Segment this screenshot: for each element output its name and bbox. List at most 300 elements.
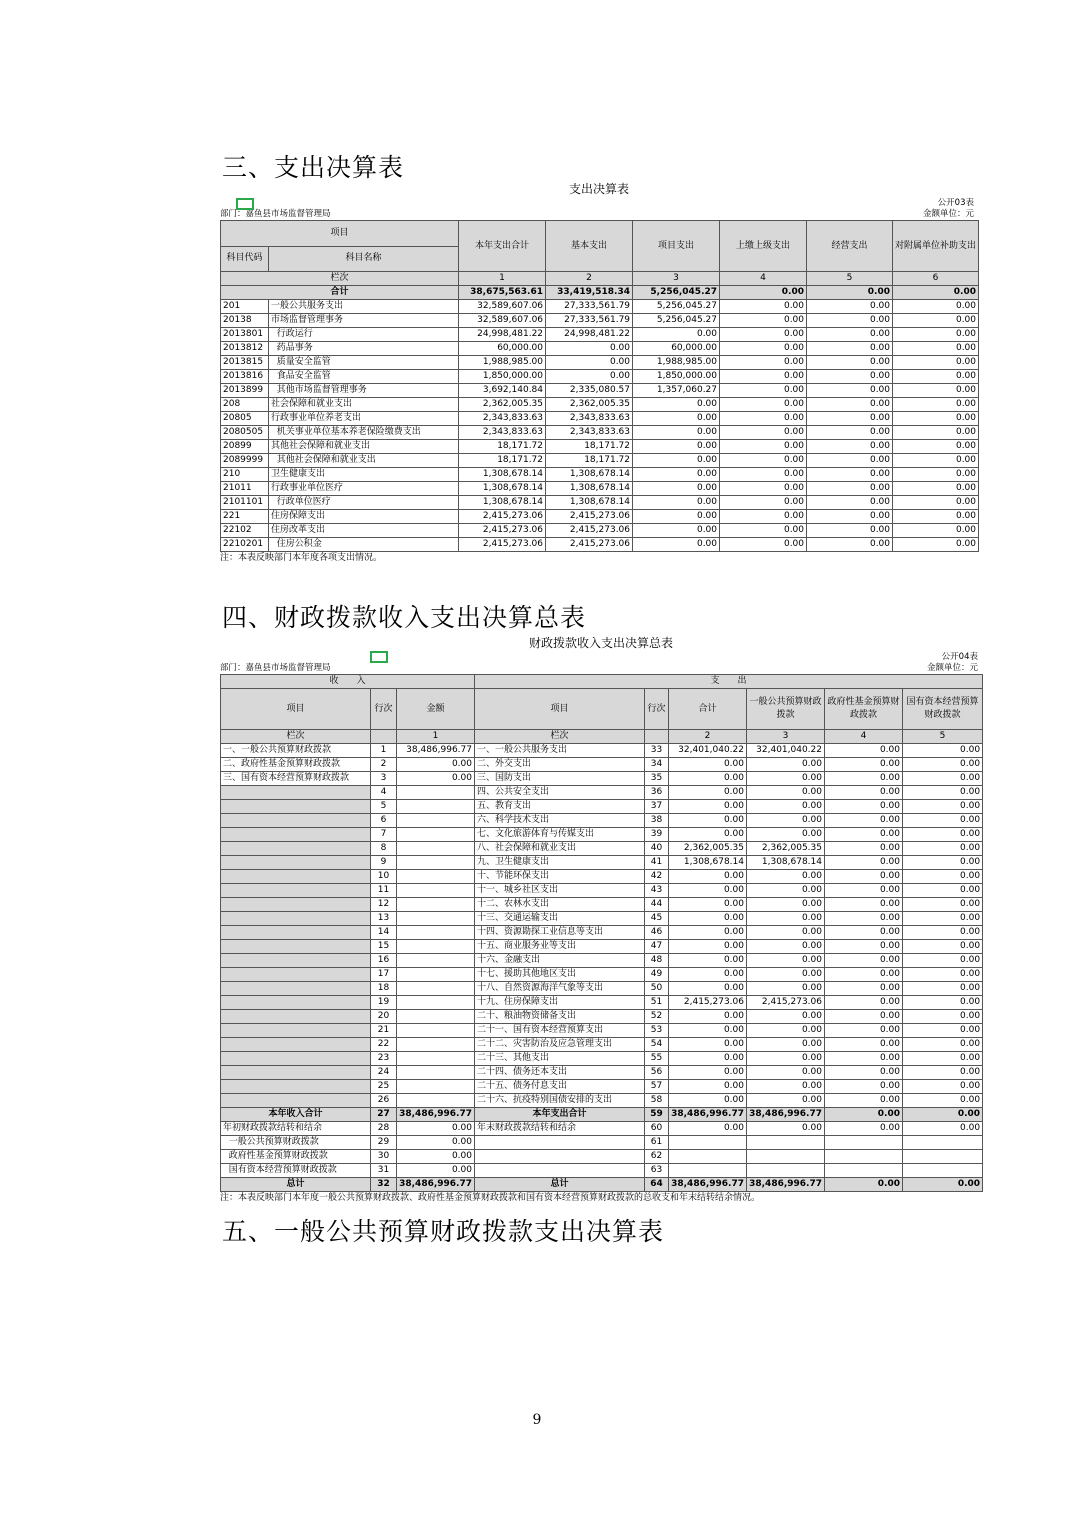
table-row — [221, 912, 983, 926]
expense-amount: 0.00 — [825, 1066, 903, 1080]
header-h_amount: 金额 — [397, 689, 475, 730]
sheet-meta — [220, 198, 978, 209]
amount-cell: 0.00 — [633, 538, 720, 552]
amount-cell: 0.00 — [720, 356, 807, 370]
amount-cell: 0.00 — [720, 538, 807, 552]
subject-code: 208 — [221, 398, 269, 412]
income-amount: 0.00 — [397, 758, 475, 772]
amount-cell: 0.00 — [893, 342, 979, 356]
subject-name: 住房改革支出 — [269, 524, 459, 538]
expense-amount — [669, 1164, 747, 1178]
expense-amount: 0.00 — [747, 1024, 825, 1038]
table-row — [221, 1052, 983, 1066]
expense-amount: 0.00 — [669, 968, 747, 982]
line-number: 13 — [371, 912, 397, 926]
amount-cell: 0.00 — [807, 384, 893, 398]
subject-code: 20805 — [221, 412, 269, 426]
income-amount — [397, 1094, 475, 1108]
amount-cell: 0.00 — [807, 426, 893, 440]
expense-item: 二十五、债务付息支出 — [475, 1080, 645, 1094]
expense-amount: 0.00 — [747, 758, 825, 772]
header-col: 本年支出合计 — [459, 221, 546, 272]
header-h_line: 行次 — [645, 689, 669, 730]
expense-amount: 0.00 — [903, 996, 983, 1010]
amount-cell: 0.00 — [893, 440, 979, 454]
subject-code: 2013816 — [221, 370, 269, 384]
income-amount: 38,486,996.77 — [397, 1178, 475, 1192]
section-heading-3: 三、支出决算表 — [222, 153, 405, 182]
expense-amount: 0.00 — [747, 828, 825, 842]
income-item — [221, 1038, 371, 1052]
total-value: 0.00 — [807, 286, 893, 300]
table-row — [221, 870, 983, 884]
column-index-label: 栏次 — [221, 730, 371, 744]
amount-cell: 2,415,273.06 — [546, 538, 633, 552]
income-amount — [397, 814, 475, 828]
expense-item — [475, 1150, 645, 1164]
expense-item: 十四、资源勘探工业信息等支出 — [475, 926, 645, 940]
income-item — [221, 786, 371, 800]
expense-item: 九、卫生健康支出 — [475, 856, 645, 870]
column-index: 3 — [633, 272, 720, 286]
amount-cell: 0.00 — [807, 412, 893, 426]
expense-amount: 0.00 — [747, 1066, 825, 1080]
table-row — [221, 342, 979, 356]
total-value: 33,419,518.34 — [546, 286, 633, 300]
column-index: 2 — [546, 272, 633, 286]
expense-amount — [747, 1164, 825, 1178]
expense-item — [475, 1136, 645, 1150]
amount-cell: 0.00 — [633, 524, 720, 538]
table-row — [221, 538, 979, 552]
amount-cell: 0.00 — [633, 454, 720, 468]
line-number: 64 — [645, 1178, 669, 1192]
table-row — [221, 828, 983, 842]
amount-cell: 27,333,561.79 — [546, 300, 633, 314]
line-number: 53 — [645, 1024, 669, 1038]
section-heading-5: 五、一般公共预算财政拨款支出决算表 — [222, 1217, 665, 1246]
line-number: 45 — [645, 912, 669, 926]
line-number: 21 — [371, 1024, 397, 1038]
column-index: 4 — [720, 272, 807, 286]
expense-amount: 32,401,040.22 — [669, 744, 747, 758]
unit-label-2: 金额单位：元 — [926, 663, 978, 673]
amount-cell: 0.00 — [720, 482, 807, 496]
amount-cell: 0.00 — [893, 384, 979, 398]
amount-cell: 0.00 — [807, 482, 893, 496]
amount-cell: 0.00 — [720, 440, 807, 454]
amount-cell: 0.00 — [633, 328, 720, 342]
expense-amount: 0.00 — [747, 898, 825, 912]
amount-cell: 0.00 — [720, 412, 807, 426]
expense-amount — [825, 1150, 903, 1164]
expense-item: 本年支出合计 — [475, 1108, 645, 1122]
expense-amount — [747, 1150, 825, 1164]
header-col: 经营支出 — [807, 221, 893, 272]
expense-amount — [903, 1164, 983, 1178]
table-row — [221, 454, 979, 468]
expense-amount: 0.00 — [747, 1094, 825, 1108]
subject-name: 行政运行 — [269, 328, 459, 342]
expense-amount: 0.00 — [903, 968, 983, 982]
amount-cell: 0.00 — [807, 300, 893, 314]
department-label-2: 部门：嘉鱼县市场监督管理局 — [220, 663, 331, 673]
line-number: 34 — [645, 758, 669, 772]
expense-amount: 0.00 — [903, 1178, 983, 1192]
header-h_gen: 一般公共预算财政拨款 — [747, 689, 825, 730]
amount-cell: 0.00 — [720, 454, 807, 468]
expense-amount: 0.00 — [747, 912, 825, 926]
total-value: 5,256,045.27 — [633, 286, 720, 300]
expense-amount: 0.00 — [825, 800, 903, 814]
amount-cell: 32,589,607.06 — [459, 314, 546, 328]
line-number: 8 — [371, 842, 397, 856]
expense-amount: 0.00 — [825, 954, 903, 968]
expense-amount: 0.00 — [747, 786, 825, 800]
amount-cell: 2,343,833.63 — [546, 426, 633, 440]
amount-cell: 1,308,678.14 — [546, 482, 633, 496]
table-row — [221, 1066, 983, 1080]
expense-amount: 0.00 — [669, 884, 747, 898]
expense-amount — [669, 1136, 747, 1150]
sheet-title-2: 财政拨款收入支出决算总表 — [528, 636, 673, 650]
amount-cell: 0.00 — [807, 328, 893, 342]
amount-cell: 5,256,045.27 — [633, 300, 720, 314]
line-number: 28 — [371, 1122, 397, 1136]
line-number: 6 — [371, 814, 397, 828]
amount-cell: 0.00 — [720, 426, 807, 440]
table-row — [221, 468, 979, 482]
amount-cell: 2,335,080.57 — [546, 384, 633, 398]
subject-name: 食品安全监管 — [269, 370, 459, 384]
subject-name: 其他市场监督管理事务 — [269, 384, 459, 398]
table-row — [221, 884, 983, 898]
income-item — [221, 842, 371, 856]
expense-amount: 0.00 — [825, 1038, 903, 1052]
expense-amount: 0.00 — [825, 1080, 903, 1094]
expense-amount: 0.00 — [825, 968, 903, 982]
table-row — [221, 482, 979, 496]
amount-cell: 18,171.72 — [459, 440, 546, 454]
expense-amount: 0.00 — [747, 814, 825, 828]
expense-amount — [903, 1150, 983, 1164]
form-number-2: 公开04表 — [941, 652, 978, 662]
line-number: 37 — [645, 800, 669, 814]
amount-cell: 0.00 — [807, 524, 893, 538]
income-item — [221, 898, 371, 912]
table-row — [221, 398, 979, 412]
line-number: 10 — [371, 870, 397, 884]
subject-code: 20899 — [221, 440, 269, 454]
income-amount — [397, 870, 475, 884]
table-row — [221, 384, 979, 398]
expense-amount: 0.00 — [669, 870, 747, 884]
expense-amount: 0.00 — [825, 1122, 903, 1136]
table-row — [221, 524, 979, 538]
income-item — [221, 982, 371, 996]
amount-cell: 0.00 — [720, 510, 807, 524]
expense-amount: 0.00 — [903, 940, 983, 954]
expense-amount: 1,308,678.14 — [747, 856, 825, 870]
table-row — [221, 1136, 983, 1150]
subject-code: 210 — [221, 468, 269, 482]
income-item — [221, 828, 371, 842]
expense-amount: 0.00 — [747, 1080, 825, 1094]
expense-amount: 38,486,996.77 — [747, 1178, 825, 1192]
income-amount — [397, 1038, 475, 1052]
income-item: 年初财政拨款结转和结余 — [221, 1122, 371, 1136]
expense-amount: 1,308,678.14 — [669, 856, 747, 870]
amount-cell: 0.00 — [807, 356, 893, 370]
line-number: 55 — [645, 1052, 669, 1066]
expense-amount: 0.00 — [903, 1052, 983, 1066]
expense-amount: 0.00 — [747, 1052, 825, 1066]
amount-cell: 0.00 — [720, 328, 807, 342]
expense-amount: 0.00 — [669, 758, 747, 772]
expense-amount: 0.00 — [747, 772, 825, 786]
income-item — [221, 968, 371, 982]
amount-cell: 0.00 — [893, 524, 979, 538]
expense-amount — [903, 1136, 983, 1150]
unit-label: 金额单位：元 — [922, 209, 974, 219]
expense-amount: 0.00 — [903, 870, 983, 884]
amount-cell: 0.00 — [633, 510, 720, 524]
expense-amount: 0.00 — [903, 772, 983, 786]
blank-cell — [645, 730, 669, 744]
column-index: 1 — [397, 730, 475, 744]
expense-item: 十九、住房保障支出 — [475, 996, 645, 1010]
amount-cell: 0.00 — [893, 538, 979, 552]
income-item: 三、国有资本经营预算财政拨款 — [221, 772, 371, 786]
expense-item: 一、一般公共服务支出 — [475, 744, 645, 758]
amount-cell: 0.00 — [633, 398, 720, 412]
table-row — [221, 356, 979, 370]
expense-amount: 2,362,005.35 — [747, 842, 825, 856]
line-number: 23 — [371, 1052, 397, 1066]
table-row — [221, 744, 983, 758]
line-number: 2 — [371, 758, 397, 772]
expense-amount: 0.00 — [903, 926, 983, 940]
line-number: 47 — [645, 940, 669, 954]
expense-amount: 0.00 — [903, 898, 983, 912]
income-item — [221, 1010, 371, 1024]
amount-cell: 0.00 — [807, 538, 893, 552]
income-amount — [397, 926, 475, 940]
amount-cell: 0.00 — [633, 412, 720, 426]
table-row — [221, 1108, 983, 1122]
amount-cell: 1,308,678.14 — [459, 468, 546, 482]
line-number: 52 — [645, 1010, 669, 1024]
amount-cell: 27,333,561.79 — [546, 314, 633, 328]
income-item — [221, 954, 371, 968]
expense-item: 总计 — [475, 1178, 645, 1192]
income-item — [221, 996, 371, 1010]
header-h_fund: 政府性基金预算财政拨款 — [825, 689, 903, 730]
table-row — [221, 982, 983, 996]
subject-name: 社会保障和就业支出 — [269, 398, 459, 412]
subject-code: 2210201 — [221, 538, 269, 552]
expense-amount: 0.00 — [825, 1178, 903, 1192]
amount-cell: 0.00 — [633, 468, 720, 482]
table-row — [221, 758, 983, 772]
line-number: 60 — [645, 1122, 669, 1136]
line-number: 4 — [371, 786, 397, 800]
line-number: 38 — [645, 814, 669, 828]
subject-name: 住房保障支出 — [269, 510, 459, 524]
sheet-meta-3 — [220, 652, 982, 663]
income-item — [221, 814, 371, 828]
expense-amount: 0.00 — [903, 1038, 983, 1052]
expense-amount: 0.00 — [903, 982, 983, 996]
income-item: 本年收入合计 — [221, 1108, 371, 1122]
amount-cell: 0.00 — [633, 440, 720, 454]
income-item — [221, 1080, 371, 1094]
expense-amount: 0.00 — [747, 1038, 825, 1052]
expense-amount: 0.00 — [903, 856, 983, 870]
amount-cell: 1,308,678.14 — [546, 468, 633, 482]
line-number: 14 — [371, 926, 397, 940]
line-number: 22 — [371, 1038, 397, 1052]
amount-cell: 0.00 — [893, 370, 979, 384]
table-row — [221, 800, 983, 814]
line-number: 50 — [645, 982, 669, 996]
income-amount — [397, 996, 475, 1010]
expense-amount: 0.00 — [825, 814, 903, 828]
line-number: 1 — [371, 744, 397, 758]
subject-code: 221 — [221, 510, 269, 524]
expense-item: 二十一、国有资本经营预算支出 — [475, 1024, 645, 1038]
header-h_total: 合计 — [669, 689, 747, 730]
table-row — [221, 940, 983, 954]
expense-amount — [669, 1150, 747, 1164]
line-number: 15 — [371, 940, 397, 954]
department-label: 部门：嘉鱼县市场监督管理局 — [220, 209, 331, 219]
expense-amount: 0.00 — [825, 898, 903, 912]
expense-amount: 0.00 — [825, 912, 903, 926]
expense-amount: 0.00 — [903, 786, 983, 800]
line-number: 27 — [371, 1108, 397, 1122]
column-index: 2 — [669, 730, 747, 744]
expense-item: 五、教育支出 — [475, 800, 645, 814]
expense-item: 四、公共安全支出 — [475, 786, 645, 800]
line-number: 35 — [645, 772, 669, 786]
table-row — [221, 996, 983, 1010]
income-item — [221, 884, 371, 898]
expense-item: 二十四、债务还本支出 — [475, 1066, 645, 1080]
income-amount — [397, 1052, 475, 1066]
table-row — [221, 1010, 983, 1024]
expense-amount: 0.00 — [669, 1080, 747, 1094]
column-index-label: 栏次 — [221, 272, 459, 286]
amount-cell: 2,343,833.63 — [459, 412, 546, 426]
expense-amount: 0.00 — [669, 926, 747, 940]
line-number: 5 — [371, 800, 397, 814]
expense-amount: 0.00 — [903, 800, 983, 814]
expense-amount: 0.00 — [747, 940, 825, 954]
table-row — [221, 1094, 983, 1108]
income-amount: 38,486,996.77 — [397, 744, 475, 758]
income-item: 国有资本经营预算财政拨款 — [221, 1164, 371, 1178]
income-amount — [397, 982, 475, 996]
income-amount — [397, 954, 475, 968]
amount-cell: 32,589,607.06 — [459, 300, 546, 314]
income-item: 二、政府性基金预算财政拨款 — [221, 758, 371, 772]
subject-name: 卫生健康支出 — [269, 468, 459, 482]
amount-cell: 0.00 — [720, 384, 807, 398]
header-col: 项目支出 — [633, 221, 720, 272]
expense-amount: 2,362,005.35 — [669, 842, 747, 856]
expense-amount: 0.00 — [903, 1108, 983, 1122]
amount-cell: 0.00 — [893, 482, 979, 496]
expense-amount: 0.00 — [669, 982, 747, 996]
table-row — [221, 786, 983, 800]
amount-cell: 1,308,678.14 — [546, 496, 633, 510]
sheet-meta-2 — [220, 209, 978, 220]
line-number: 29 — [371, 1136, 397, 1150]
amount-cell: 0.00 — [893, 412, 979, 426]
expense-amount: 0.00 — [825, 828, 903, 842]
table-row — [221, 1164, 983, 1178]
amount-cell: 0.00 — [720, 342, 807, 356]
expense-amount: 0.00 — [825, 1024, 903, 1038]
income-amount — [397, 1010, 475, 1024]
expense-item: 二十、粮油物资储备支出 — [475, 1010, 645, 1024]
income-amount — [397, 800, 475, 814]
amount-cell: 18,171.72 — [459, 454, 546, 468]
line-number: 31 — [371, 1164, 397, 1178]
table-row — [221, 842, 983, 856]
income-amount — [397, 940, 475, 954]
income-amount — [397, 786, 475, 800]
line-number: 56 — [645, 1066, 669, 1080]
income-item — [221, 940, 371, 954]
subject-code: 2101101 — [221, 496, 269, 510]
line-number: 44 — [645, 898, 669, 912]
expense-item: 二十三、其他支出 — [475, 1052, 645, 1066]
fiscal-summary-sheet — [220, 634, 982, 1204]
amount-cell: 1,308,678.14 — [459, 496, 546, 510]
line-number: 48 — [645, 954, 669, 968]
line-number: 61 — [645, 1136, 669, 1150]
income-amount — [397, 1024, 475, 1038]
expense-amount: 0.00 — [669, 1094, 747, 1108]
expense-amount: 0.00 — [669, 940, 747, 954]
cell-selection-marker-2 — [370, 651, 388, 663]
income-item — [221, 870, 371, 884]
line-number: 36 — [645, 786, 669, 800]
expense-item: 年末财政拨款结转和结余 — [475, 1122, 645, 1136]
line-number: 33 — [645, 744, 669, 758]
expense-amount: 0.00 — [669, 1038, 747, 1052]
expense-amount: 0.00 — [903, 1024, 983, 1038]
header-code: 科目代码 — [221, 246, 269, 272]
income-amount: 38,486,996.77 — [397, 1108, 475, 1122]
income-item: 一、一般公共预算财政拨款 — [221, 744, 371, 758]
income-item — [221, 1052, 371, 1066]
table-row — [221, 412, 979, 426]
line-number: 12 — [371, 898, 397, 912]
line-number: 11 — [371, 884, 397, 898]
income-item: 政府性基金预算财政拨款 — [221, 1150, 371, 1164]
expense-amount: 0.00 — [825, 1010, 903, 1024]
income-item — [221, 800, 371, 814]
amount-cell: 1,308,678.14 — [459, 482, 546, 496]
subject-code: 20138 — [221, 314, 269, 328]
expense-amount: 0.00 — [825, 926, 903, 940]
amount-cell: 0.00 — [807, 342, 893, 356]
column-index: 3 — [747, 730, 825, 744]
subject-code: 2013815 — [221, 356, 269, 370]
